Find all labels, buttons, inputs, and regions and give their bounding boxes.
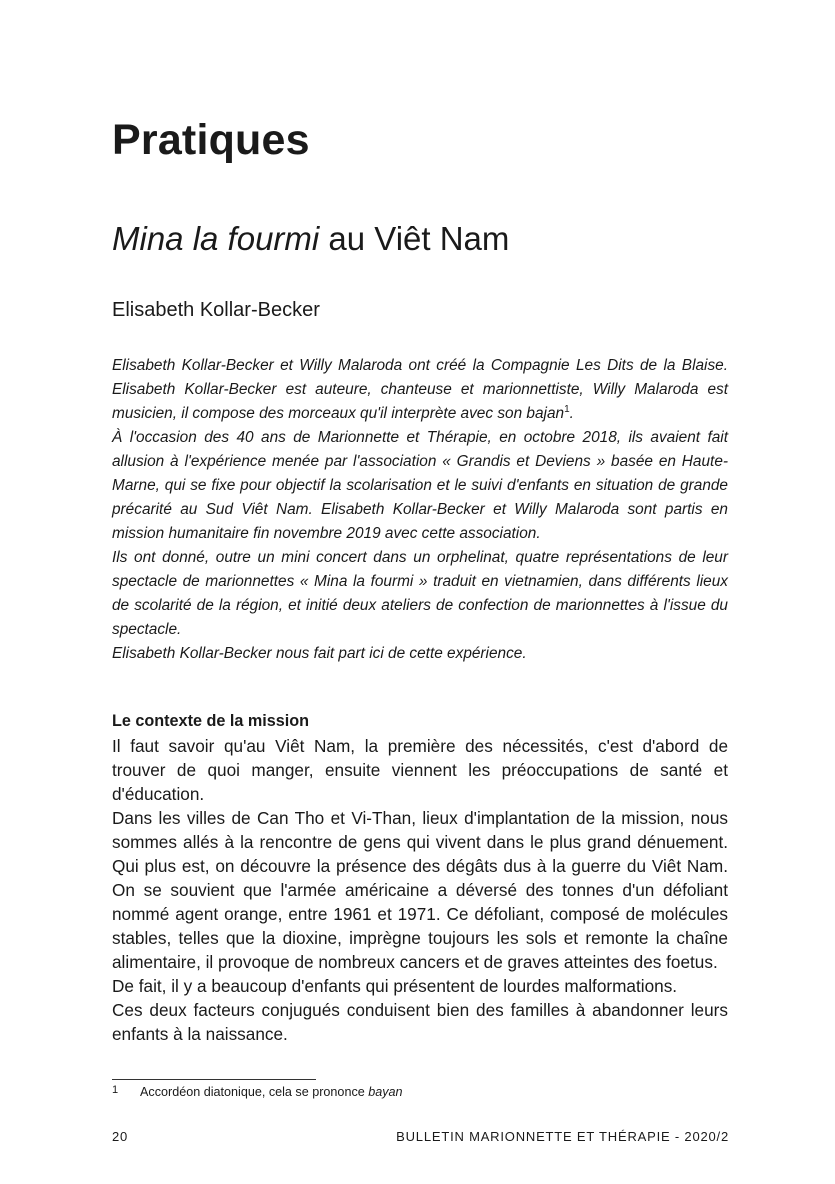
footnote-text: Accordéon diatonique, cela se prononce (140, 1085, 369, 1099)
intro-paragraph: Ils ont donné, outre un mini concert dans un orphelinat, quatre représentations de leur spectacle de marionnettes « Mina la fourmi » traduit en vietnamien, dans différents lieux de scolarité de la région, et initié deux ateliers de confection de marionnettes à l'issue du spectacle. (112, 549, 728, 638)
section-heading: Le contexte de la mission (112, 712, 310, 730)
article-body (112, 734, 728, 1046)
body-paragraph: Il faut savoir qu'au Viêt Nam, la première des nécessités, c'est d'abord de trouver de quoi manger, ensuite viennent les préoccupations de santé et d'éducation. (112, 736, 728, 804)
footnote-reference[interactable]: 1 (564, 403, 570, 415)
footnote-mark: 1 (112, 1084, 119, 1096)
body-paragraph: Ces deux facteurs conjugués conduisent bien des familles à abandonner leurs enfants à la naissance. (112, 1000, 728, 1044)
body-paragraph: De fait, il y a beaucoup d'enfants qui présentent de lourdes malformations. (112, 976, 678, 996)
footnote-divider (112, 1079, 316, 1080)
footnote-italic: bayan (368, 1085, 403, 1099)
page-number: 20 (112, 1129, 129, 1144)
intro-paragraph (112, 354, 728, 426)
article-intro (112, 354, 728, 666)
article-title-rest: au Viêt Nam (319, 220, 510, 257)
intro-paragraph: À l'occasion des 40 ans de Marionnette et Thérapie, en octobre 2018, ils avaient fait allusion à l'expérience menée par l'association « Grandis et Deviens » basée en Haute-Marne, qui se fixe pour objectif la scolarisation et le suivi d'enfants en situation de grande précarité au Sud Viêt Nam. Elisabeth Kollar-Becker et Willy Malaroda sont partis en mission humanitaire fin novembre 2019 avec cette association. (112, 429, 728, 542)
intro-paragraph: Elisabeth Kollar-Becker nous fait part ici de cette expérience. (112, 645, 527, 662)
body-paragraph: Dans les villes de Can Tho et Vi-Than, lieux d'implantation de la mission, nous sommes allés à la rencontre de gens qui vivent dans le plus grand dénuement. Qui plus est, on découvre la présence des dégâts dus à la guerre du Viêt Nam. On se souvient que l'armée américaine a déversé des tonnes d'un défoliant nommé agent orange, entre 1961 et 1971. Ce défoliant, composé de molécules stables, telles que la dioxine, imprègne toujours les sols et remonte la chaîne alimentaire, il provoque de nombreux cancers et de graves atteintes des foetus. (112, 808, 728, 972)
intro-text-end: . (569, 405, 574, 422)
article-title-italic: Mina la fourmi (112, 220, 320, 257)
intro-text: Elisabeth Kollar-Becker et Willy Malaroda ont créé la Compagnie Les Dits de la Blaise. Elisabeth Kollar-Becker est auteure, chanteuse et marionnettiste, Willy Malaroda est musicien, il compose des morceaux qu'il interprète avec son bajan (112, 357, 728, 422)
author-name: Elisabeth Kollar-Becker (112, 299, 320, 321)
running-title: BULLETIN MARIONNETTE ET THÉRAPIE - 2020/2 (396, 1129, 729, 1144)
article-title (112, 220, 509, 258)
footnote (112, 1084, 403, 1099)
section-title: Pratiques (112, 116, 310, 164)
